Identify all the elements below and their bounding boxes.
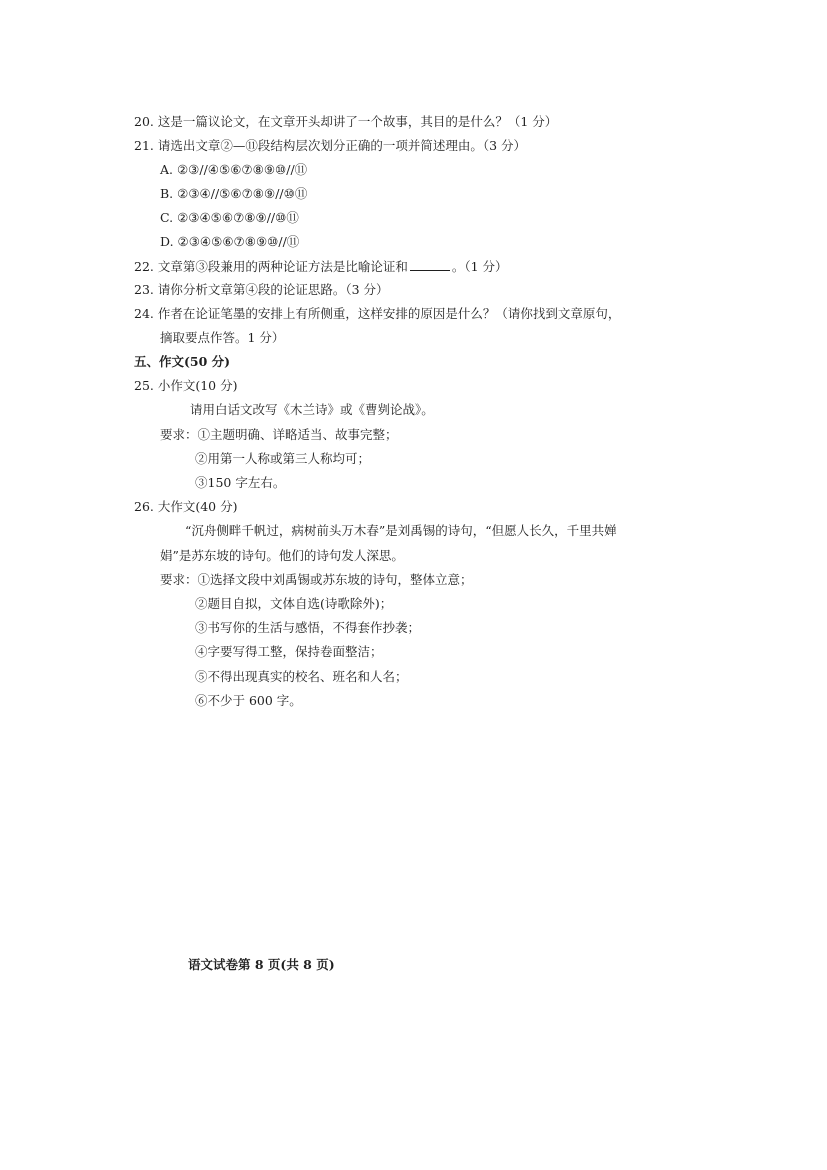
question-26-requirement: 要求：①选择文段中刘禹锡或苏东坡的诗句，整体立意；	[160, 572, 473, 587]
question-26-heading: 26. 大作文(40 分)	[134, 499, 238, 514]
question-24-line-2: 摘取要点作答。1 分）	[160, 330, 285, 345]
question-21: 21. 请选出文章②—⑪段结构层次划分正确的一项并简述理由。（3 分）	[134, 138, 527, 153]
question-22-text: 22. 文章第③段兼用的两种论证方法是比喻论证和	[134, 259, 408, 274]
question-21-option-a: A. ②③//④⑤⑥⑦⑧⑨⑩//⑪	[160, 162, 308, 177]
question-24-line-1: 24. 作者在论证笔墨的安排上有所侧重，这样安排的原因是什么？（请你找到文章原句，	[134, 306, 621, 321]
answer-blank	[410, 258, 450, 271]
question-26-prompt-line-1: “沉舟侧畔千帆过，病树前头万木春”是刘禹锡的诗句，“但愿人长久，千里共婵	[185, 523, 617, 538]
question-26-requirement: ⑥不少于 600 字。	[195, 693, 302, 708]
question-25-prompt: 请用白话文改写《木兰诗》或《曹刿论战》。	[190, 402, 434, 417]
question-26-requirement: ⑤不得出现真实的校名、班名和人名；	[195, 669, 408, 684]
question-26-requirement: ②题目自拟，文体自选(诗歌除外)；	[195, 596, 393, 611]
question-21-option-b: B. ②③④//⑤⑥⑦⑧⑨//⑩⑪	[160, 186, 308, 201]
question-25-requirement: ③150 字左右。	[195, 475, 286, 490]
question-26-requirement: ④字要写得工整，保持卷面整洁；	[195, 644, 383, 659]
question-23: 23. 请你分析文章第④段的论证思路。（3 分）	[134, 282, 389, 297]
question-25-requirement: ②用第一人称或第三人称均可；	[195, 451, 371, 466]
question-26-requirement: ③书写你的生活与感悟，不得套作抄袭；	[195, 620, 421, 635]
question-22	[134, 258, 508, 275]
question-21-option-d: D. ②③④⑤⑥⑦⑧⑨⑩//⑪	[160, 234, 300, 249]
question-20: 20. 这是一篇议论文，在文章开头却讲了一个故事，其目的是什么？（1 分）	[134, 114, 558, 129]
question-26-prompt-line-2: 娟”是苏东坡的诗句。他们的诗句发人深思。	[160, 548, 404, 563]
page-footer: 语文试卷第 8 页(共 8 页)	[188, 957, 335, 972]
question-22-score: 。（1 分）	[451, 259, 508, 274]
question-21-option-c: C. ②③④⑤⑥⑦⑧⑨//⑩⑪	[160, 210, 299, 225]
section-5-title: 五、作文(50 分)	[134, 354, 231, 369]
question-25-heading: 25. 小作文(10 分)	[134, 378, 238, 393]
question-25-requirement: 要求：①主题明确、详略适当、故事完整；	[160, 427, 398, 442]
